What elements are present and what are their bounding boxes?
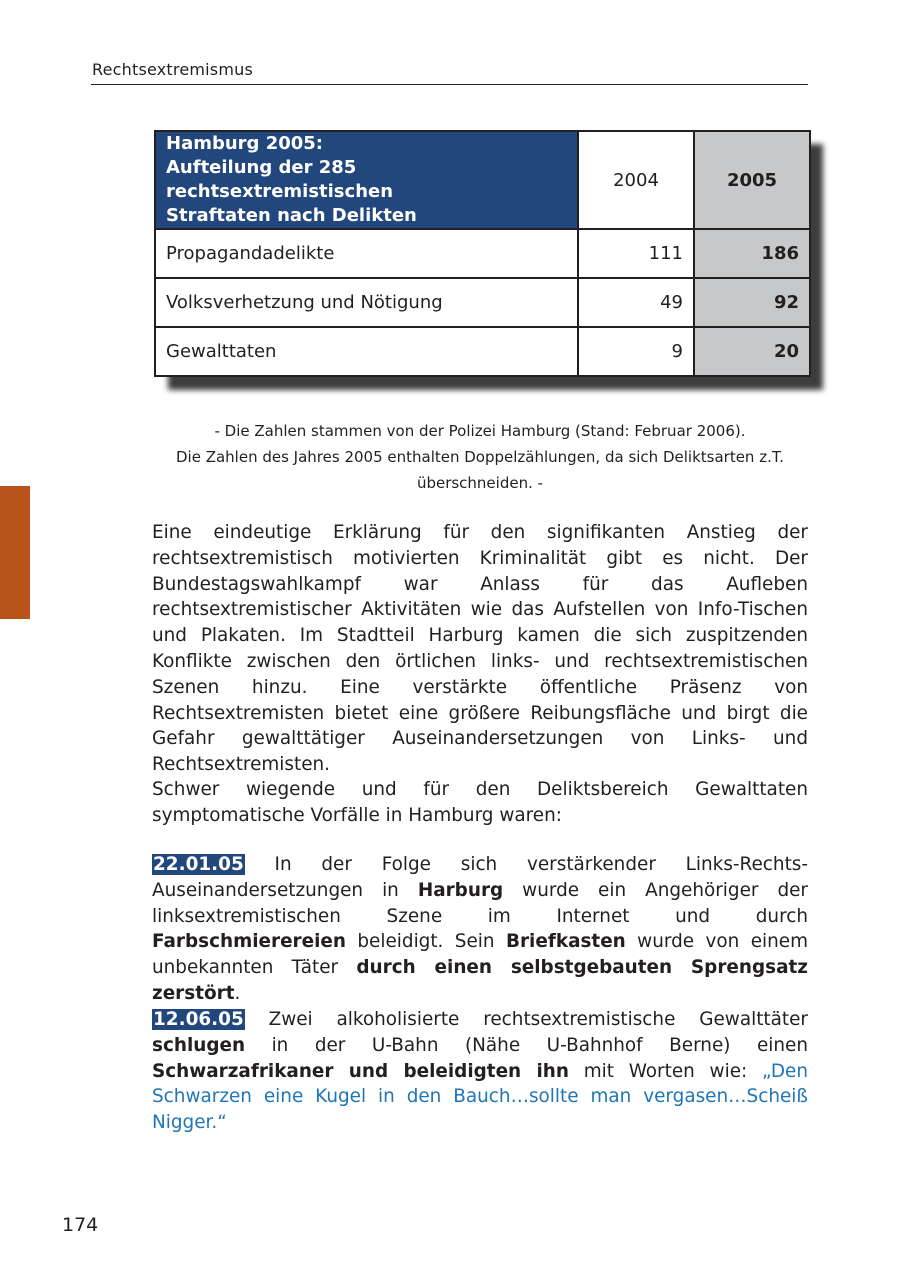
body-paragraph-1: Eine eindeutige Erklärung für den signifikanten Anstieg der rechtsextremistisch motivierten Kriminalität gibt es nicht. Der Bundestagswahlkampf war Anlass für das Aufleben rechtsextremistischer Aktivitäten wie das Aufstellen von Info-Tischen und Plakaten. Im Stadtteil Harburg kamen die sich zuspitzenden Konflikte zwischen den örtlichen links- und rechtsextremistischen Szenen hinzu. Eine verstärkte öffentliche Präsenz von Rechtsextremisten bietet eine größere Reibungsfläche und birgt die Gefahr gewalttätiger Auseinandersetzungen von Links- und Rechtsextremisten. [152, 522, 808, 776]
value-2005: 20 [694, 327, 810, 376]
header-rule [91, 84, 808, 85]
note-line: - Die Zahlen stammen von der Polizei Hamburg (Stand: Februar 2006). [214, 422, 746, 440]
value-2004: 49 [578, 278, 694, 327]
column-header-2004: 2004 [578, 131, 694, 229]
incident-text: Zwei alkoholisierte rechtsextremistische Gewalttäter [244, 1009, 808, 1030]
table-title-line: Hamburg 2005: [166, 133, 323, 154]
body-paragraph-2: Schwer wiegende und für den Deliktsbereich Gewalttaten symptomatische Vorfälle in Hamburg waren: [152, 779, 808, 826]
incident-emphasis: Schwarzafrikaner und beleidigten ihn [152, 1060, 569, 1082]
incident-entry-1 [152, 852, 808, 1007]
table-row [155, 229, 810, 278]
chapter-tab-marker [0, 486, 30, 619]
value-2005: 186 [694, 229, 810, 278]
page-number: 174 [62, 1214, 99, 1236]
incident-emphasis: Briefkasten [505, 931, 626, 953]
table-header-row [155, 131, 810, 229]
incident-text: beleidigt. Sein [345, 931, 506, 953]
table-source-note [140, 418, 820, 496]
running-header: Rechtsextremismus [92, 60, 253, 79]
table-row [155, 278, 810, 327]
statistics-table-container [154, 130, 809, 377]
incident-text: wurde ein Angehöriger der linksextremistischen Szene im Internet und durch [152, 879, 808, 927]
incident-text: wurde von einem unbekannten Täter [152, 931, 809, 979]
incident-emphasis: durch einen selbstgebauten Sprengsatz zerstört [152, 957, 808, 1004]
incident-entry-2 [152, 1007, 808, 1136]
value-2005: 92 [694, 278, 810, 327]
incident-emphasis: schlugen [152, 1034, 246, 1056]
table-row [155, 327, 810, 376]
incident-text: in der U-Bahn (Nähe U-Bahnhof Berne) einen [245, 1034, 808, 1056]
value-2004: 111 [578, 229, 694, 278]
note-line: Die Zahlen des Jahres 2005 enthalten Doppelzählungen, da sich Deliktsarten z.T. [175, 448, 784, 466]
table-title-cell [155, 131, 578, 229]
column-header-2005: 2005 [694, 131, 810, 229]
table-title-line: Straftaten nach Delikten [166, 205, 417, 226]
incident-emphasis: Farbschmierereien [152, 931, 346, 953]
row-label: Propagandadelikte [155, 229, 578, 278]
statistics-table [154, 130, 811, 377]
table-title-line: Aufteilung der 285 rechtsextremistischen [166, 157, 394, 202]
incident-quote: „Den Schwarzen eine Kugel in den Bauch…sollte man vergasen…Scheiß Nigger.“ [152, 1060, 808, 1134]
row-label: Gewalttaten [155, 327, 578, 376]
row-label: Volksverhetzung und Nötigung [155, 278, 578, 327]
incident-emphasis: Harburg [417, 879, 504, 901]
incident-date-badge: 22.01.05 [153, 854, 244, 875]
incident-text: . [234, 982, 241, 1004]
incident-date-badge: 12.06.05 [153, 1009, 244, 1030]
value-2004: 9 [578, 327, 694, 376]
incident-text: mit Worten wie: [568, 1060, 762, 1082]
incident-text: In der Folge sich verstärkender Links-Rechts-Auseinandersetzungen in [152, 854, 808, 901]
note-line: überschneiden. - [416, 474, 544, 492]
